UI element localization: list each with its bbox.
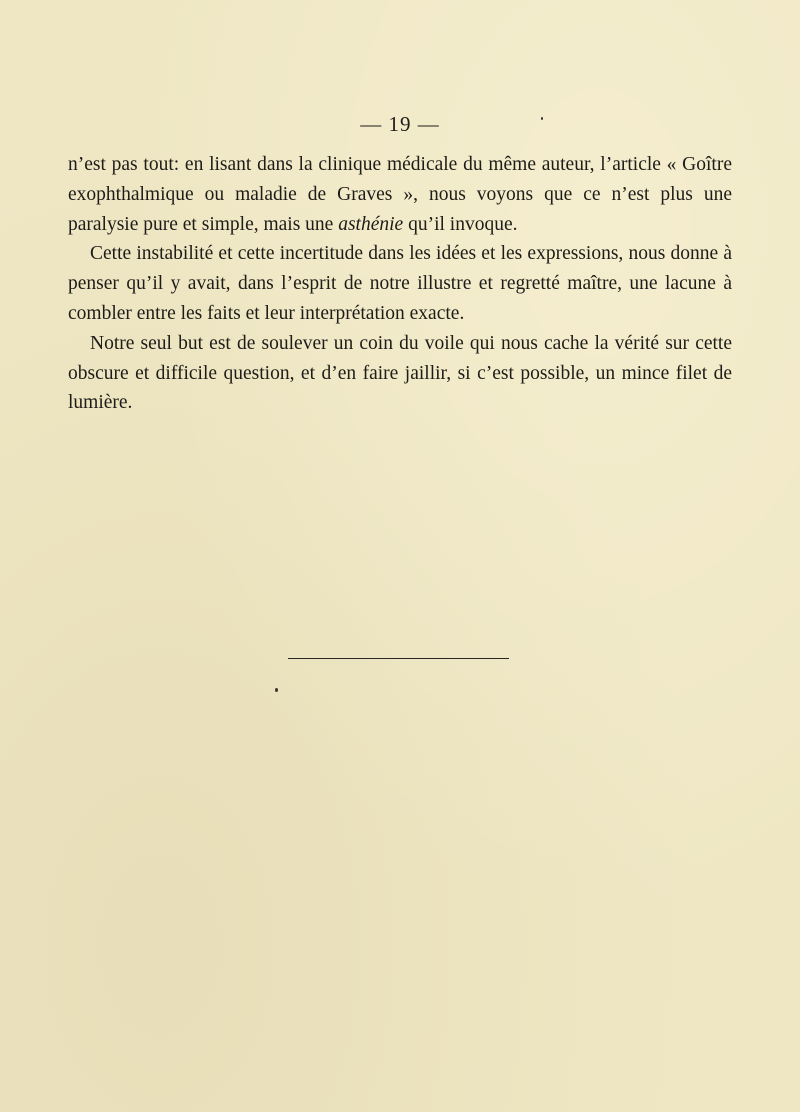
- paragraph-1-text: n’est pas tout: en lisant dans la clinique médicale du même auteur, l’article « Goître exophthalmique ou maladie de Graves », nous voyons que ce n’est plus une paralysie pure et simple, mais une: [68, 154, 732, 235]
- paragraph-1-end: qu’il invoque.: [403, 213, 518, 235]
- page-number: — 19 —: [360, 112, 440, 136]
- ink-speck: [275, 688, 278, 692]
- ink-speck: [541, 117, 543, 120]
- section-divider: [288, 658, 509, 659]
- emphasized-term: asthénie: [338, 213, 404, 235]
- paragraph-3: Notre seul but est de soulever un coin du voile qui nous cache la vérité sur cette obscure et difficile question, et d’en faire jaillir, si c’est possible, un mince filet de lumière.: [68, 332, 732, 414]
- paragraph-2: Cette instabilité et cette incertitude dans les idées et les expressions, nous donne à penser qu’il y avait, dans l’esprit de notre illustre et regretté maître, une lacune à combler entre les faits et leur interprétation exacte.: [68, 243, 732, 324]
- paragraph-1: [68, 150, 732, 239]
- body-text: [68, 150, 732, 418]
